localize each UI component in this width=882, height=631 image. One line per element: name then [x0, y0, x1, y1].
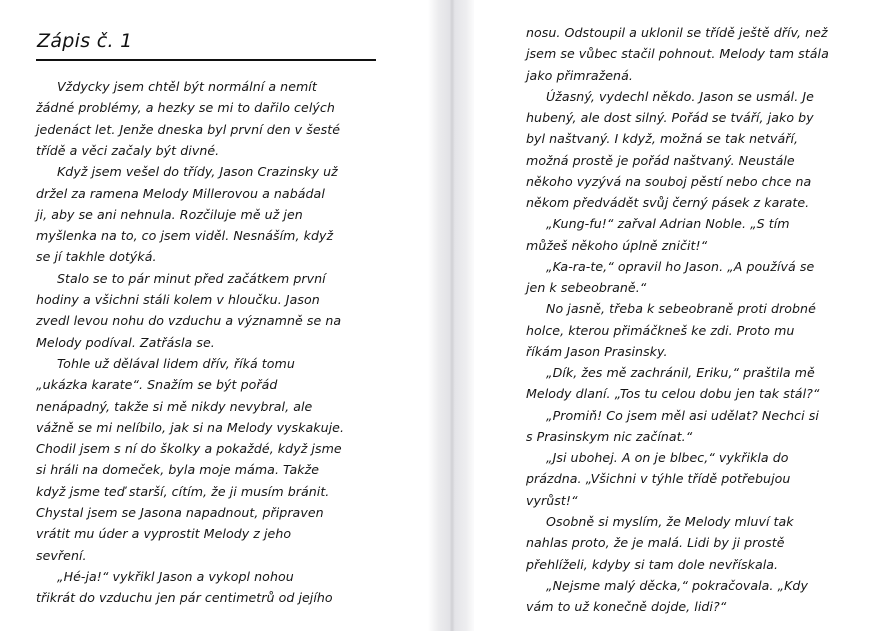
text-line: „Hé-ja!“ vykřikl Jason a vykopl nohou [57, 568, 294, 584]
text-line: „Dík, žes mě zachránil, Eriku,“ praštila mě [546, 365, 815, 381]
text-line: přehlíželi, kdyby si tam dole nevřískala. [526, 556, 779, 572]
text-line: holce, kterou přimáčkneš ke zdi. Proto mu [526, 322, 795, 338]
text-line: „Jsi ubohej. A on je blbec,“ vykřikla do [546, 450, 789, 466]
text-line: ji, aby se ani nehnula. Rozčiluje mě už jen [36, 206, 303, 222]
text-line: vážně se mi nelíbilo, jak si na Melody vyskakuje. [36, 419, 345, 435]
text-line: třídě a věci začaly být divné. [36, 142, 220, 158]
text-line: jako přimražená. [526, 67, 633, 83]
text-line: říkám Jason Prasinsky. [526, 343, 668, 359]
text-line: se jí takhle dotýká. [36, 249, 157, 265]
text-line: Melody dlaní. „Tos tu celou dobu jen tak stál?“ [526, 386, 820, 402]
text-line: vrátit mu úder a vyprostit Melody z jeho [36, 526, 292, 542]
text-line: nenápadný, takže si mě nikdy nevybral, ale [36, 398, 313, 414]
text-line: držel za ramena Melody Millerovou a nabádal [36, 185, 325, 201]
text-line: vyrůst!“ [526, 492, 578, 508]
text-line: No jasně, třeba k sebeobraně proti drobné [546, 301, 816, 317]
text-line: hubený, ale dost silný. Pořád se tváří, jako by [526, 110, 814, 126]
text-line: vám to už konečně dojde, lidi?“ [526, 599, 727, 615]
text-line: „Promiň! Co jsem měl asi udělat? Nechci si [546, 407, 819, 423]
text-line: jsem se vůbec stačil pohnout. Melody tam stála [526, 46, 829, 62]
text-line: Stalo se to pár minut před začátkem první [57, 270, 326, 286]
text-line: žádné problémy, a hezky se mi to dařilo celých [36, 100, 335, 116]
text-line: myšlenka na to, co jsem viděl. Nesnáším, když [36, 228, 334, 244]
text-line: někoho vyzývá na souboj pěstí nebo chce na [526, 173, 812, 189]
text-line: Vždycky jsem chtěl být normální a nemít [57, 79, 317, 94]
text-line: prázdna. „Všichni v týhle třídě potřebujou [526, 471, 791, 487]
text-line: nahlas proto, že je malá. Lidi by ji prostě [526, 535, 785, 551]
text-line: třikrát do vzduchu jen pár centimetrů od jejího [36, 590, 333, 606]
right-page [474, 0, 882, 631]
text-line: Osobně si myslím, že Melody mluví tak [546, 513, 794, 529]
text-line: „ukázka karate“. Snažím se být pořád [36, 377, 278, 393]
title-divider [36, 59, 376, 61]
text-line: nosu. Odstoupil a uklonil se třídě ještě dřív, než [526, 25, 828, 40]
text-line: „Nejsme malý děcka,“ pokračovala. „Kdy [546, 577, 808, 593]
text-line: když jsme teď starší, cítím, že ji musím bránit. [36, 483, 330, 499]
text-line: Chodil jsem s ní do školky a pokaždé, když jsme [36, 441, 342, 457]
left-page [0, 0, 430, 631]
text-line: můžeš někoho úplně zničit!“ [526, 237, 708, 253]
text-line: Tohle už dělával lidem dřív, říká tomu [57, 355, 295, 371]
text-line: s Prasinskym nic začínat.“ [526, 428, 693, 444]
text-line: jedenáct let. Jenže dneska byl první den v šesté [36, 121, 341, 137]
text-line: Chystal jsem se Jasona napadnout, připraven [36, 505, 324, 520]
text-line: jen k sebeobraně.“ [526, 280, 647, 296]
text-line: možná prostě je pořád naštvaný. Neustále [526, 152, 795, 168]
text-line: někom předvádět svůj černý pásek z karate. [526, 195, 810, 211]
text-line: sevření. [36, 547, 87, 563]
chapter-title: Zápis č. 1 [37, 30, 133, 52]
text-line: si hráli na domeček, byla moje máma. Takže [36, 462, 320, 478]
text-line: „Kung-fu!“ zařval Adrian Noble. „S tím [546, 216, 790, 232]
text-line: Melody podíval. Zatřásla se. [36, 334, 215, 350]
text-line: Když jsem vešel do třídy, Jason Crazinsky už [57, 164, 338, 180]
text-line: byl naštvaný. I když, možná se tak netváří, [526, 131, 799, 147]
text-line: „Ka-ra-te,“ opravil ho Jason. „A používá se [546, 258, 815, 274]
book-gutter [428, 0, 476, 631]
text-line: hodiny a všichni stáli kolem v hloučku. Jason [36, 292, 320, 307]
text-line: Úžasný, vydechl někdo. Jason se usmál. Je [546, 88, 814, 104]
text-line: zvedl levou nohu do vzduchu a významně se na [36, 313, 342, 329]
